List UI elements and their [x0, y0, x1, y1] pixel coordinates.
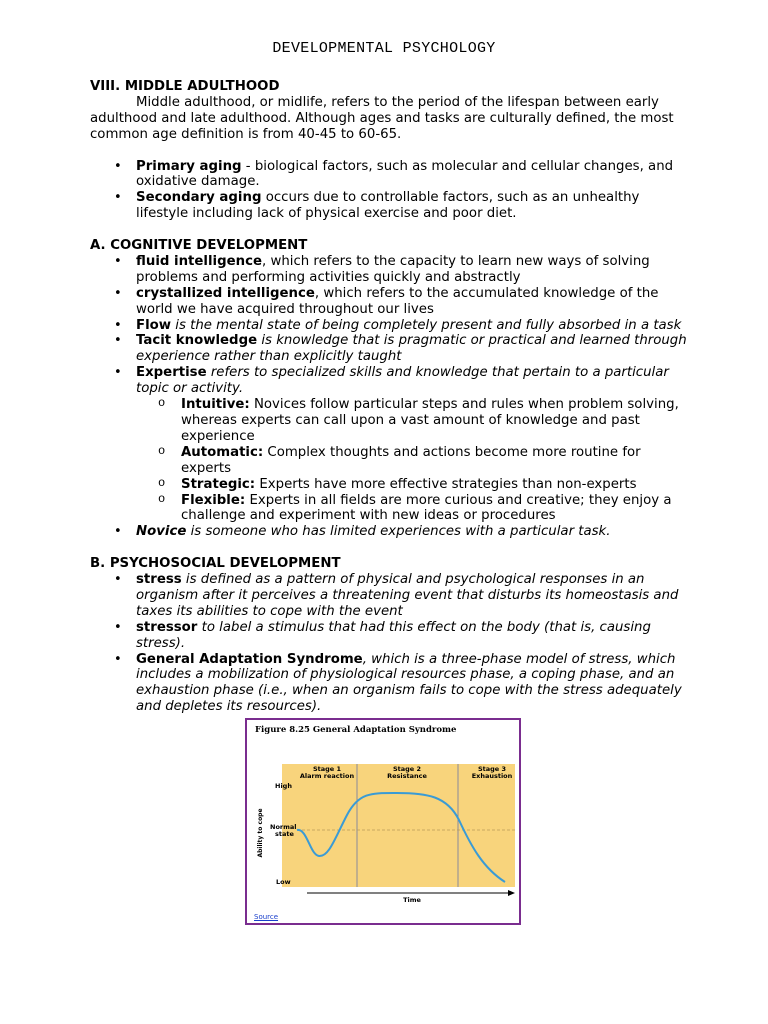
y-label-normal: Normal: [270, 823, 297, 831]
list-item: • Flow is the mental state of being completely present and fully absorbed in a task: [90, 318, 690, 334]
intro-paragraph: Middle adulthood, or midlife, refers to the period of the lifespan between early adulthood and late adulthood. Although ages and tasks are culturally defined, the most common age definition is from 40-45 to 60-65.: [90, 94, 674, 142]
cognitive-list: [90, 254, 690, 397]
stage-1-label: Stage 1: [312, 765, 342, 773]
list-item: o Intuitive: Novices follow particular steps and rules when problem solving, whereas experts can call upon a vast amount of knowledge and past experience: [90, 397, 690, 445]
time-axis-arrow: [508, 890, 515, 896]
gas-figure: [245, 718, 521, 925]
chart-panel: [282, 764, 515, 887]
document-body: [90, 79, 690, 715]
novice-list: [90, 524, 690, 540]
stage-1-name: Alarm reaction: [299, 772, 355, 780]
list-item: • fluid intelligence, which refers to the capacity to learn new ways of solving problems and performing activities quickly and abstractly: [90, 254, 690, 286]
list-item: • Tacit knowledge is knowledge that is pragmatic or practical and learned through experience rather than explicitly taught: [90, 333, 690, 365]
list-item: o Automatic: Complex thoughts and actions become more routine for experts: [90, 445, 690, 477]
list-item: • crystallized intelligence, which refers to the accumulated knowledge of the world we have acquired throughout our lives: [90, 286, 690, 318]
aging-list: [90, 159, 690, 223]
y-label-high: High: [275, 782, 292, 790]
list-item: • stress is defined as a pattern of physical and psychological responses in an organism after it perceives a threatening event that disturbs its homeostasis and taxes its abilities to cope with the event: [90, 572, 690, 620]
list-item: o Flexible: Experts in all fields are more curious and creative; they enjoy a challenge and experiment with new ideas or procedures: [90, 493, 690, 525]
section-heading-cognitive: A. COGNITIVE DEVELOPMENT: [90, 238, 308, 254]
section-heading-psychosocial: B. PSYCHOSOCIAL DEVELOPMENT: [90, 556, 341, 572]
y-label-state: state: [275, 830, 294, 838]
list-item: • Secondary aging occurs due to controllable factors, such as an unhealthy lifestyle including lack of physical exercise and poor diet.: [90, 190, 690, 222]
source-link[interactable]: Source: [254, 913, 279, 921]
document-title: DEVELOPMENTAL PSYCHOLOGY: [272, 40, 496, 57]
stage-3-name: Exhaustion: [471, 772, 513, 780]
list-item: • Expertise refers to specialized skills and knowledge that pertain to a particular topic or activity.: [90, 365, 690, 397]
y-label-low: Low: [276, 878, 291, 886]
list-item: • General Adaptation Syndrome, which is a three-phase model of stress, which includes a mobilization of physiological resources phase, a coping phase, and an exhaustion phase (i.e., when an organism fails to cope with the stress adequately and depletes its resources).: [90, 652, 690, 716]
section-heading-middle-adulthood: VIII. MIDDLE ADULTHOOD: [90, 79, 280, 94]
stage-2-name: Resistance: [387, 772, 427, 780]
expertise-sublist: [90, 397, 690, 524]
list-item: • Novice is someone who has limited experiences with a particular task.: [90, 524, 690, 540]
psychosocial-list: [90, 572, 690, 715]
list-item: • Primary aging - biological factors, such as molecular and cellular changes, and oxidative damage.: [90, 159, 690, 191]
list-item: o Strategic: Experts have more effective strategies than non-experts: [90, 477, 690, 493]
stage-2-label: Stage 2: [392, 765, 422, 773]
figure-title: Figure 8.25 General Adaptation Syndrome: [255, 725, 457, 735]
list-item: • stressor to label a stimulus that had this effect on the body (that is, causing stress).: [90, 620, 690, 652]
gas-chart: [247, 720, 519, 923]
stage-3-label: Stage 3: [477, 765, 507, 773]
y-axis-title: Ability to cope: [257, 808, 264, 858]
x-axis-title: Time: [403, 896, 421, 904]
